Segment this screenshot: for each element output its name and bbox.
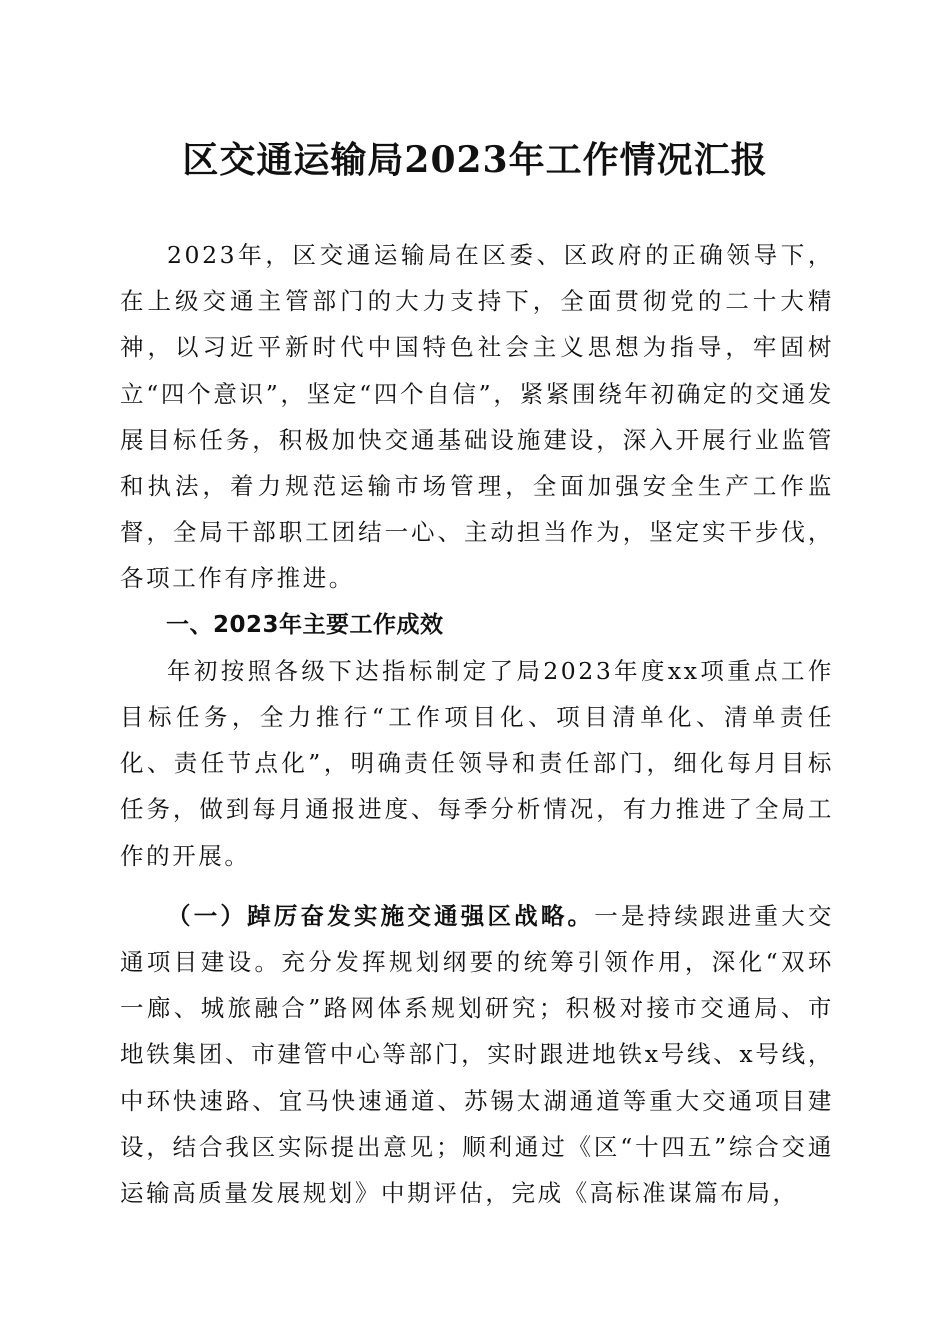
subsection-paragraph: [120, 893, 834, 1216]
paragraph-gap: [120, 879, 834, 893]
document-title: 区交通运输局2023年工作情况汇报: [182, 139, 768, 181]
subsection-heading: （一）踔厉奋发实施交通强区战略。: [167, 901, 595, 930]
subsection-text: 一是持续跟进重大交通项目建设。充分发挥规划纲要的统筹引领作用，深化“双环一廊、城旅融合”路网体系规划研究；积极对接市交通局、市地铁集团、市建管中心等部门，实时跟进地铁x号线、x号线，中环快速路、宜马快速通道、苏锡太湖通道等重大交通项目建设，结合我区实际提出意见；顺利通过《区“十四五”综合交通运输高质量发展规划》中期评估，完成《高标准谋篇布局，: [120, 901, 834, 1208]
section-paragraph: 年初按照各级下达指标制定了局2023年度xx项重点工作目标任务，全力推行“工作项目化、项目清单化、清单责任化、责任节点化”，明确责任领导和责任部门，细化每月目标任务，做到每月通报进度、每季分析情况，有力推进了全局工作的开展。: [120, 656, 834, 870]
intro-paragraph: 2023年，区交通运输局在区委、区政府的正确领导下，在上级交通主管部门的大力支持下，全面贯彻党的二十大精神，以习近平新时代中国特色社会主义思想为指导，牢固树立“四个意识”，坚定“四个自信”，紧紧围绕年初确定的交通发展目标任务，积极加快交通基础设施建设，深入开展行业监管和执法，着力规范运输市场管理，全面加强安全生产工作监督，全局干部职工团结一心、主动担当作为，坚定实干步伐，各项工作有序推进。: [120, 241, 834, 593]
document-body: [120, 232, 834, 1216]
section-heading: 一、2023年主要工作成效: [166, 611, 444, 638]
